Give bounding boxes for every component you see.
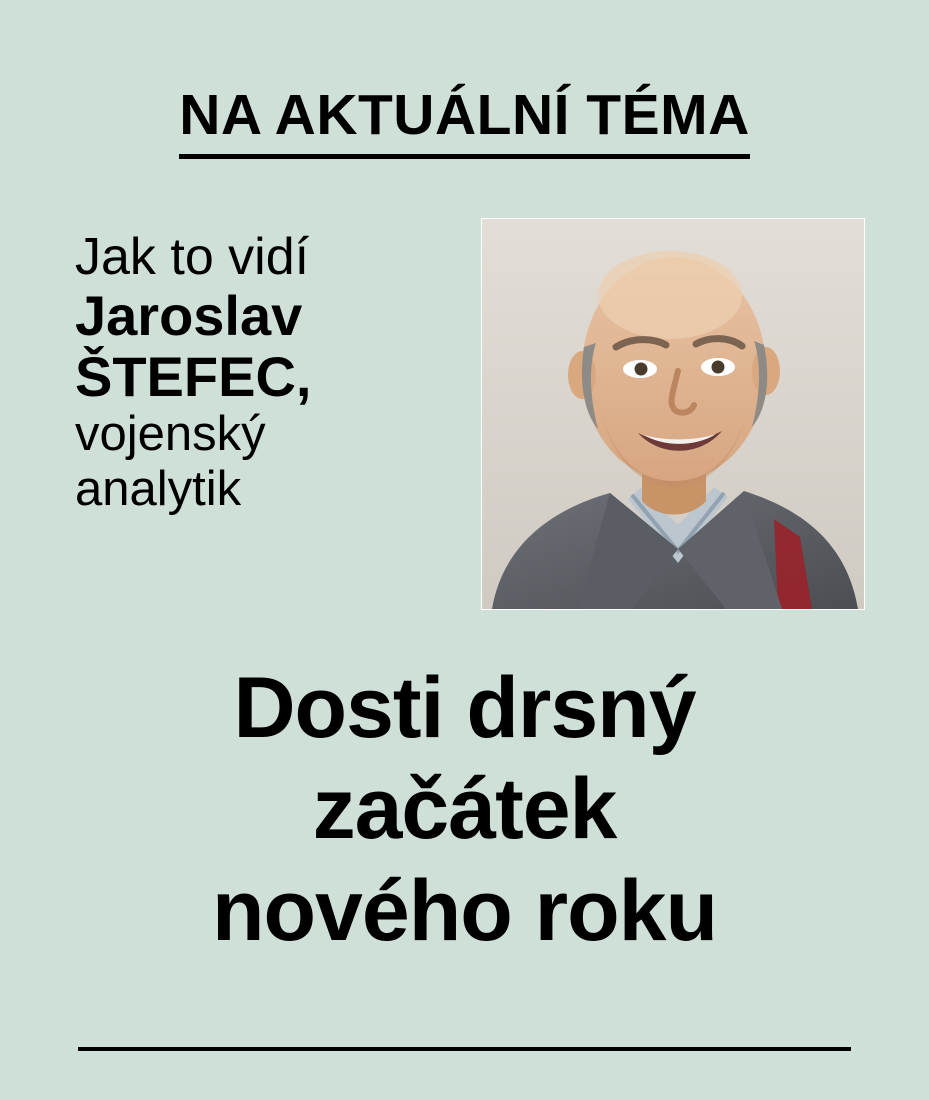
portrait-illustration bbox=[482, 219, 864, 609]
bottom-divider bbox=[78, 1047, 851, 1051]
headline bbox=[60, 658, 869, 962]
author-role-line-1: vojenský bbox=[75, 407, 266, 462]
author-role-line-2: analytik bbox=[75, 462, 242, 517]
headline-line-3: nového roku bbox=[211, 862, 718, 959]
kicker-label: NA AKTUÁLNÍ TÉMA bbox=[179, 86, 750, 159]
intro-line-1: Jak to vidí bbox=[75, 228, 310, 286]
headline-line-2: začátek bbox=[312, 761, 617, 858]
headline-line-1: Dosti drsný bbox=[233, 660, 696, 756]
author-last-name: ŠTEFEC, bbox=[75, 344, 312, 408]
author-portrait-photo bbox=[481, 218, 865, 610]
kicker-container bbox=[0, 83, 929, 159]
intro-block bbox=[75, 218, 865, 610]
intro-text-column bbox=[75, 218, 455, 517]
author-first-name: Jaroslav bbox=[75, 284, 303, 348]
